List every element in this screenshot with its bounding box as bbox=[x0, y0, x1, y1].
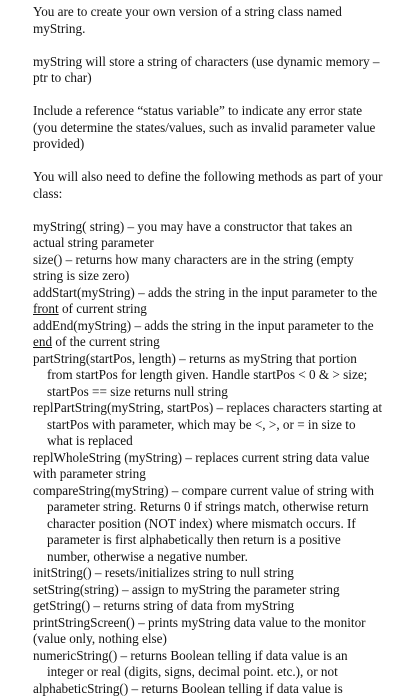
intro-paragraph-1: You are to create your own version of a string class named myString. bbox=[33, 4, 342, 36]
intro-paragraph-4: You will also need to define the following methods as part of your class: bbox=[33, 169, 383, 201]
underlined-word: front bbox=[33, 301, 59, 316]
method-add-start: addStart(myString) – adds the string in the input parameter to the front of current string bbox=[33, 284, 378, 316]
method-set-string: setString(string) – assign to myString the parameter string bbox=[33, 581, 340, 597]
method-part-string: partString(startPos, length) – returns as myString that portion from startPos for length given. Handle startPos < 0 & > size; startPos == size returns null string bbox=[33, 350, 368, 399]
method-print-string-screen: printStringScreen() – prints myString data value to the monitor (value only, nothing else) bbox=[33, 614, 366, 646]
method-add-end: addEnd(myString) – adds the string in the input parameter to the end of the current string bbox=[33, 317, 374, 349]
method-compare-string: compareString(myString) – compare current value of string with parameter string. Returns 0 if strings match, otherwise return character position (NOT index) where mismatch occurs. If parameter is first alphabetically then return is a positive number, otherwise a negative number. bbox=[33, 482, 374, 564]
intro-paragraph-2: myString will store a string of characters (use dynamic memory – ptr to char) bbox=[33, 53, 380, 85]
method-get-string: getString() – returns string of data from myString bbox=[33, 598, 295, 613]
method-constructor: myString( string) – you may have a constructor that takes an actual string parameter bbox=[33, 218, 353, 250]
underlined-word: end bbox=[33, 334, 53, 349]
method-size: size() – returns how many characters are in the string (empty string is size zero) bbox=[33, 251, 354, 283]
method-repl-whole-string: replWholeString (myString) – replaces current string data value with parameter string bbox=[33, 449, 370, 481]
method-alphabetic-string: alphabeticString() – returns Boolean telling if data value is bbox=[33, 680, 343, 696]
assignment-text bbox=[33, 4, 383, 697]
method-list bbox=[33, 219, 383, 698]
method-init-string: initString() – resets/initializes string to null string bbox=[33, 565, 294, 580]
method-repl-part-string: replPartString(myString, startPos) – replaces characters starting at startPos with parameter, which may be <, >, or = in size to what is replaced bbox=[33, 400, 383, 448]
intro-paragraph-3: Include a reference “status variable” to indicate any error state (you determine the states/values, such as invalid parameter value provided) bbox=[33, 103, 376, 151]
method-numeric-string: numericString() – returns Boolean telling if data value is an integer or real (digits, signs, decimal point. etc.), or not bbox=[33, 647, 348, 679]
